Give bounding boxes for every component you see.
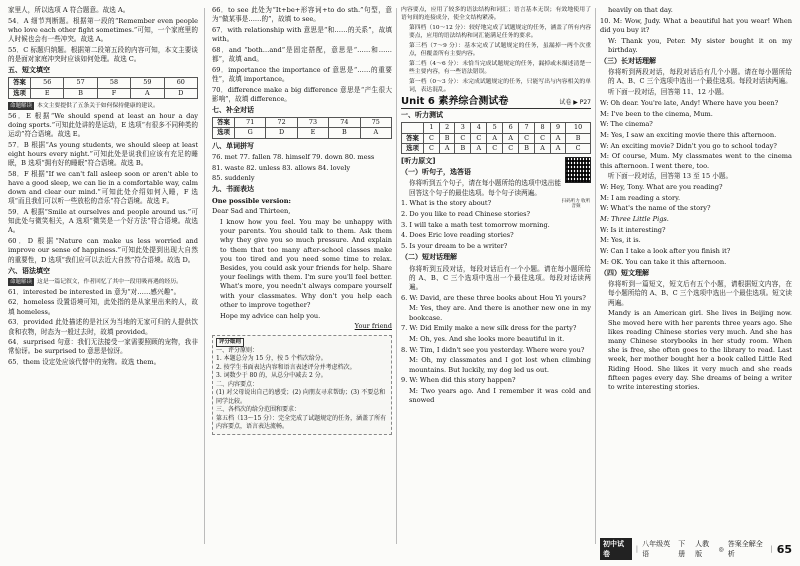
table-cell: C — [566, 143, 591, 153]
part-heading: （四）短文理解 — [600, 269, 649, 278]
part-heading: （二）短对话理解 — [401, 253, 457, 262]
table-cell: C — [424, 143, 440, 153]
answer-59: 59．A 根据“Smile at ourselves and people around us.”可知此处与微笑相关，A 选项“微笑是一个好方法”符合语境。故选 A。 — [8, 208, 198, 235]
answer-55: 55．C 标题归纳题。根据第二段第五段的内容可知，本文主要谈的是面对家庭冲突时应该如何处理。故选 C。 — [8, 45, 198, 64]
answer-table — [212, 117, 392, 138]
answer-56: 56．E 根据“We should spend at least an hour a day doing sports.”可知此处讲的是运动，E 选项“有很多不同种类的运动”符合语境。故选 E。 — [8, 111, 198, 138]
note-text: 本文主要提供了五条关于如何保持健康的建议。 — [37, 102, 159, 109]
table-cell: 5 — [487, 123, 503, 133]
scoring-box — [212, 335, 392, 435]
score-line: 2. 按学生书面表达内容和语言表述评分并考虑档次。 — [216, 363, 356, 371]
transcript-line: M: Oh, my classmates and I got lost when climbing mountains. But luckily, my dog led us out. — [409, 356, 591, 374]
column-2 — [212, 6, 392, 546]
table-cell: A — [360, 128, 391, 138]
paragraph: 家里人，所以选项 A 符合题意。故选 A。 — [8, 6, 130, 14]
score-tag: 评分细则 — [216, 338, 244, 347]
transcript-line: 5. Is your dream to be a writer? — [401, 242, 508, 251]
transcript-line: M: Three Little Pigs. — [600, 215, 669, 224]
note-text: 这是一篇记叙文，作者回忆了其中一段用吸再遇的经历。 — [37, 278, 182, 285]
table-cell: 56 — [31, 78, 64, 88]
table-cell: 57 — [64, 78, 97, 88]
brand-logo: 初中试卷 — [600, 538, 632, 560]
footer-term: 下册 — [678, 540, 686, 558]
score-line: (1) 对父母说出自己的感受；(2) 向朋友寻求帮助；(3) 不要总和同学比较。 — [216, 389, 386, 405]
table-cell: 71 — [235, 118, 266, 128]
transcript-line: W: Oh dear. You're late, Andy! Where have you been? — [600, 98, 779, 107]
transcript-line: 9. W: When did this story happen? — [401, 376, 516, 385]
essay-sign: Your friend — [354, 322, 392, 331]
answer-64: 64．surprised 句意：我们无法接受一家需要照顾的宠物，我非常惊讶。be surprised to 意思是惊讶。 — [8, 338, 198, 356]
essay-closing: Hope my advice can help you. — [220, 311, 321, 320]
transcript-line: 2. Do you like to read Chinese stories? — [401, 210, 531, 219]
table-cell: 3 — [455, 123, 471, 133]
transcript-line: M: Yes, I saw an exciting movie there this afternoon. — [600, 130, 777, 139]
footer-grade: 八年级英语 — [642, 540, 671, 558]
score-line: 1. 本题总分为 15 分，按 5 个档次给分。 — [216, 355, 327, 362]
column-divider — [204, 8, 205, 544]
passage: Mandy is an American girl. She lives in Beijing now. She moved here with her parents three years ago. She likes reading Chinese stories very much. And she has many Chinese storybooks in her study room. When she is free, she often goes to the library to read. Last week, her mother bought her a book called Little Red Riding Hood. She likes it very much and she reads fifteen pages every day. She dreams of being a writer to write interesting stories. — [608, 309, 792, 392]
answer-54: 54．A 细节判断题。根据第一段的“Remember even people who love each other fight sometimes.”可知，一个家庭里的人时候也会有一些冲突。故选 A。 — [8, 16, 198, 44]
answer-60: 60．D 根据“Nature can make us less worried and improve our sense of happiness.”可知此处提到出现大自然的重要性，D 选项“我们应可以去近大自然”符合语境。故选 D。 — [8, 237, 198, 264]
table-cell: E — [297, 128, 328, 138]
answer-67: 67．with relationship with 意思是“和……的关系”，故填 with。 — [212, 25, 392, 44]
score-line: 一、评分原则： — [216, 346, 259, 354]
table-cell: A — [550, 133, 565, 143]
paragraph: 第一档（0～3 分）：未完成试题规定的任务，只能写出与内容相关的单词，表达混乱。 — [409, 78, 591, 93]
transcript-line: 6. W: David, are these three books about Hou Yi yours? — [401, 293, 586, 302]
answer-58: 58．F 根据“If we can't fall asleep soon or aren't able to have a good sleep, we can lie in a comfortable way, calm down and clear our mind.”可知此处介绍如何入睡，F 选项“而且我们可以听一些放松的音乐”符合语境。故选 F。 — [8, 169, 198, 206]
table-cell: 4 — [471, 123, 487, 133]
score-line: 二、内容要点： — [216, 380, 259, 388]
table-cell: C — [471, 133, 487, 143]
table-cell: 72 — [266, 118, 297, 128]
transcript-line: M: OK. You can take it this afternoon. — [600, 257, 727, 266]
part-heading: （三）长对话理解 — [600, 57, 656, 66]
transcript-line: M: Oh, yes. And she looks more beautiful in it. — [409, 335, 565, 343]
part-description: 你将听到五段对话，每段对话后有一个小题。请在每小题所给的 A、B、C 三个选项中选出一个最佳选项。每段对话读两遍。 — [409, 264, 591, 291]
table-cell: E — [31, 88, 64, 98]
answer-66: 66．to see 此处为“It+be+形容词+to do sth.”句型，意为“做某事是……的”，故填 to see。 — [212, 6, 392, 24]
table-header — [402, 123, 424, 133]
score-line: 3. 词数少于 80 的，从总分中减去 2 分。 — [216, 372, 327, 379]
table-cell: B — [439, 133, 454, 143]
table-cell: 2 — [439, 123, 454, 133]
section-heading: 五、短文填空 — [8, 66, 50, 75]
transcript-line: 7. W: Did Emily make a new silk dress for the party? — [401, 324, 577, 333]
answer-57: 57．B 根据“As young students, we should sleep at least eight hours every night.”可知此处是说我们应该有充足的睡眠，B 选项“拥有好的睡眠”符合语境。故选 B。 — [8, 140, 198, 168]
answer-63: 63．provided 此处描述的是社区为当地的无家可归的人提供饮食和衣物，时态为一般过去时，故填 provided。 — [8, 318, 198, 336]
transcript-line: M: Yes, it is. — [600, 236, 641, 245]
paragraph: 第二档（4～6 分）：未恰当完成试题规定的任务，漏掉或未描述清楚一些主要内容，有一些语法错误。 — [409, 60, 591, 75]
table-cell: C — [519, 133, 535, 143]
separator: | — [635, 545, 639, 553]
answer-68: 68．and “both…and”是固定搭配，意思是“……和……都”，故填 and。 — [212, 45, 392, 64]
answer-65: 65．them 设定处应该代替中的宠物。故选 them。 — [8, 358, 161, 367]
transcript-line: M: I've been to the cinema, Mum. — [600, 109, 713, 118]
table-cell: 8 — [535, 123, 551, 133]
column-divider — [595, 8, 596, 544]
section-heading: 一、听力测试 — [401, 111, 443, 120]
column-divider — [396, 8, 397, 544]
paragraph: 第三档（7～9 分）：基本完成了试题规定的任务，虽漏掉一两个次重点，但覆盖所有主要内容。 — [409, 42, 591, 58]
transcript-line: W: Hey, Tony. What are you reading? — [600, 182, 723, 191]
word-list: 85. suddenly — [212, 174, 255, 183]
qr-code-icon[interactable] — [565, 157, 591, 183]
unit-heading: Unit 6 素养综合测试卷 — [401, 96, 509, 108]
transcript-line: M: I am reading a story. — [600, 193, 681, 202]
table-cell: 1 — [424, 123, 440, 133]
table-header: 答案 — [213, 118, 235, 128]
table-cell: 7 — [519, 123, 535, 133]
part-hint: 听下面一段对话，回答第 13 至 15 小题。 — [608, 172, 733, 181]
column-3 — [401, 6, 591, 546]
unit-page-ref: 试卷 ▶ P27 — [559, 99, 591, 107]
transcript-line: W: An exciting movie? Didn't you go to school today? — [600, 141, 777, 150]
table-cell: 9 — [550, 123, 565, 133]
part-description: 你将听到五个句子，请在每小题所给的选项中选出能回答这个句子的最佳选项。每个句子读两遍。 — [409, 179, 561, 197]
table-cell: C — [503, 143, 519, 153]
paragraph: 第四档（10～12 分）：较好地完成了试题规定的任务，涵盖了所有内容要点，应用的语法结构和词汇能满足任务的要求。 — [409, 24, 591, 40]
transcript-line: W: Is it interesting? — [600, 225, 666, 234]
table-cell: B — [329, 128, 360, 138]
score-line: 三、各档次的给分范围和要求： — [216, 406, 301, 413]
table-header: 选项 — [213, 128, 235, 138]
table-cell: C — [424, 133, 440, 143]
section-heading: 七、补全对话 — [212, 106, 254, 115]
transcript-line: W: Can I take a look after you finish it? — [600, 247, 731, 256]
transcript-line: W: What's the name of the story? — [600, 204, 711, 213]
table-cell: A — [439, 143, 454, 153]
paragraph: 内容要点，应用了较多的语法结构和词汇；语言基本无误；有效地使用了语句间的连接成分，使全文结构紧凑。 — [401, 7, 591, 22]
table-cell: B — [455, 143, 471, 153]
table-cell: A — [471, 143, 487, 153]
transcript-line: 4. Does Eric love reading stories? — [401, 231, 514, 240]
separator: | — [770, 545, 773, 553]
table-cell: D — [266, 128, 297, 138]
column-4 — [600, 6, 792, 546]
table-cell: 58 — [97, 78, 130, 88]
table-cell: 74 — [329, 118, 360, 128]
table-cell: C — [487, 143, 503, 153]
transcript-line: M: Of course, Mum. My classmates went to the cinema this afternoon. I went there, too. — [600, 152, 792, 170]
table-cell: A — [535, 143, 551, 153]
column-1 — [8, 6, 198, 546]
section-heading: 九、书面表达 — [212, 185, 254, 194]
answer-69: 69．importance the importance of 意思是“……的重要性”，故填 importance。 — [212, 65, 392, 83]
table-cell: 73 — [297, 118, 328, 128]
transcript-line: M: Two years ago. And I remember it was cold and snowed — [409, 387, 591, 405]
table-cell: A — [487, 133, 503, 143]
footer-label: 答案全解全析 — [727, 540, 763, 558]
essay-body: I know how you feel. You may be unhappy with your parents. You should talk to them. Ask them why they give you so much pressure. And explain to them that too many after-school classes make you too tired and you need some time to relax. Besides, you could ask your friends for help. Share your feelings with them. I'm sure you'll feel better. What's more, you needn't always compare yourself with your classmates. Why don't you help each other to improve together? — [220, 218, 392, 309]
table-cell: 60 — [164, 78, 197, 88]
table-cell: G — [235, 128, 266, 138]
answer-62: 62．homeless 设置语境可知，此处指的是从家里出来的人，故填 homeless。 — [8, 298, 198, 316]
transcript-line: W: The cinema? — [600, 120, 653, 129]
score-line: 第五档（13～15 分）：完全完成了试题规定的任务，涵盖了所有内容要点，语言表达流畅。 — [216, 414, 387, 430]
part-hint: 听下面一段对话，回答第 11、12 小题。 — [608, 88, 728, 97]
table-cell: 75 — [360, 118, 391, 128]
table-cell: A — [503, 133, 519, 143]
section-heading: 六、语法填空 — [8, 266, 50, 275]
answer-table — [8, 77, 198, 98]
transcript-line: 1. What is the story about? — [401, 199, 492, 208]
table-cell: 10 — [566, 123, 591, 133]
table-header: 选项 — [9, 88, 31, 98]
transcript-line: 10. M: Wow, Judy. What a beautiful hat you wear! When did you buy it? — [600, 16, 792, 34]
version-label: One possible version: — [212, 196, 291, 205]
transcript-line: heavily on that day. — [608, 6, 673, 14]
answer-70: 70．difference make a big difference 意思是“产生很大影响”，故填 difference。 — [212, 85, 392, 103]
table-cell: C — [455, 133, 471, 143]
qr-caption: 扫码听力 收听音频 — [561, 199, 591, 210]
table-header: 选项 — [402, 143, 424, 153]
note-tag: 命题解读 — [10, 278, 33, 285]
table-cell: 6 — [503, 123, 519, 133]
unit-title — [401, 97, 591, 109]
answer-table — [401, 122, 591, 154]
note-tag: 命题解读 — [10, 102, 33, 109]
table-header: 答案 — [402, 133, 424, 143]
table-cell: B — [519, 143, 535, 153]
part-description: 你将听到两段对话，每段对话后有几个小题。请在每小题所给的 A、B、C 三个选项中选出一个最佳选项。每段对话读两遍。 — [608, 68, 792, 86]
transcript-line: 3. I will take a math test tomorrow morning. — [401, 220, 550, 229]
table-cell: A — [131, 88, 164, 98]
table-cell: 59 — [131, 78, 164, 88]
part-heading: （一）听句子，选答语 — [401, 168, 471, 177]
word-list: 76. met 77. fallen 78. himself 79. down 80. mess — [212, 152, 375, 161]
page-footer — [600, 541, 792, 557]
transcript-title: [听力原文] — [401, 157, 436, 166]
table-cell: C — [535, 133, 551, 143]
table-cell: B — [64, 88, 97, 98]
word-list: 81. waste 82. unless 83. allows 84. lovely — [212, 163, 351, 172]
answer-61: 61．interested be interested in 意为“对……感兴趣”。 — [8, 287, 181, 296]
transcript-line: W: Thank you, Peter. My sister bought it on my birthday. — [608, 36, 792, 54]
page-number: 65 — [776, 542, 792, 556]
footer-edition: 人教版 — [695, 540, 710, 558]
star-icon: ◎ — [718, 545, 724, 553]
section-heading: 八、单词拼写 — [212, 141, 254, 150]
transcript-line: 8. W: Tim, I didn't see you yesterday. Where were you? — [401, 345, 585, 354]
transcript-line: M: Yes, they are. And there is another new one in my bookcase. — [409, 304, 591, 322]
part-description: 你将听到一篇短文，短文后有五个小题，请根据短文内容，在每小题所给的 A、B、C 三个选项中选出一个最佳选项。短文读两遍。 — [608, 280, 792, 307]
essay-greeting: Dear Sad and Thirteen, — [212, 207, 291, 216]
table-cell: D — [164, 88, 197, 98]
table-cell: A — [550, 143, 565, 153]
table-cell: F — [97, 88, 130, 98]
table-header: 答案 — [9, 78, 31, 88]
table-cell: B — [566, 133, 591, 143]
